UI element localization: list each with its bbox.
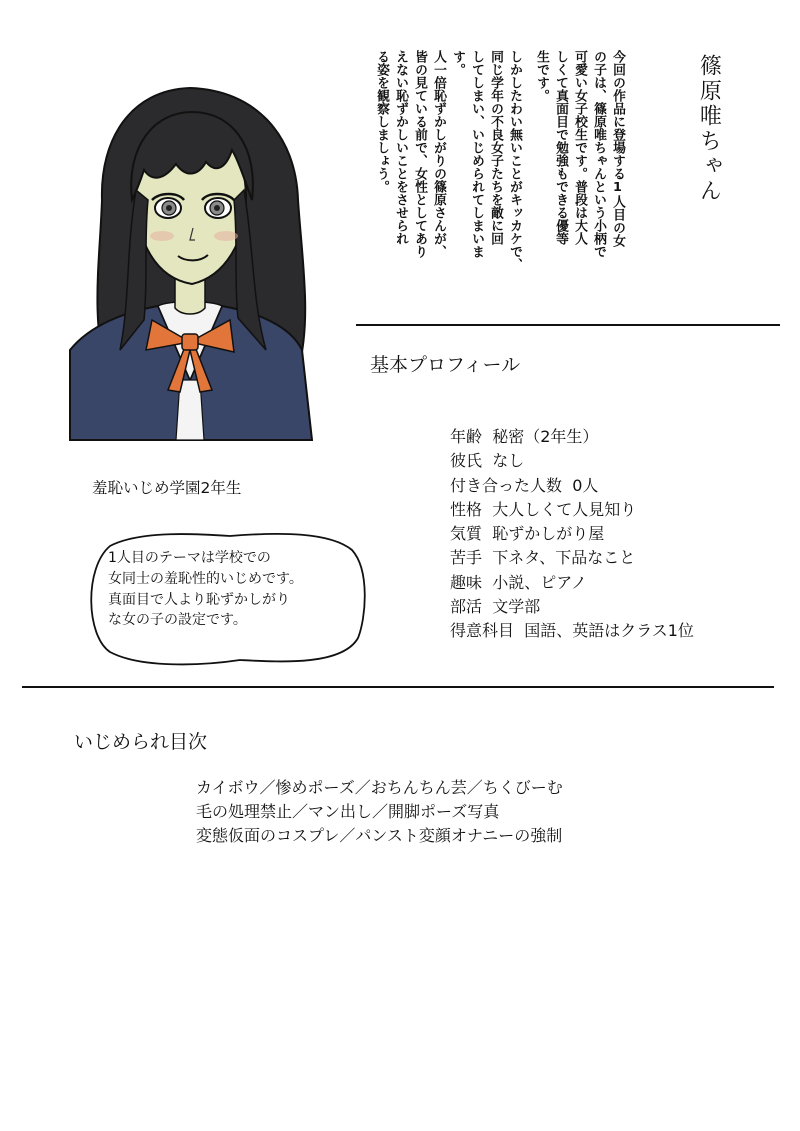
- profile-value: 下ネタ、下品なこと: [492, 548, 636, 568]
- profile-heading: 基本プロフィール: [370, 354, 521, 376]
- profile-label: 性格: [450, 499, 483, 519]
- profile-label: 趣味: [450, 572, 483, 592]
- profile-value: 国語、英語はクラス1位: [524, 621, 694, 641]
- profile-label: 彼氏: [450, 451, 483, 471]
- speech-line: な女の子の設定です。: [108, 612, 247, 629]
- profile-label: 部活: [450, 597, 483, 617]
- character-portrait: [40, 50, 340, 450]
- divider-middle: [22, 686, 774, 688]
- profile-label: 年齢: [450, 427, 483, 446]
- profile-list: [450, 425, 694, 644]
- divider-top: [356, 324, 780, 326]
- profile-row-age: [450, 425, 694, 449]
- character-name: 篠原唯ちゃん: [696, 54, 722, 204]
- speech-bubble-text: [108, 548, 303, 631]
- intro-paragraph-2: しかしたわい無いことがキッカケで、 同じ学年の不良女子たちを敵に回 してしまい、いじめられてしまいま す。 人一倍恥ずかしがりの篠原さんが、 皆の見ている前で、女性としてあり えない恥ずかしいことをさせられ る姿を観察しましょう。: [374, 50, 522, 271]
- profile-row-club: [450, 595, 694, 619]
- profile-label: 得意科目: [450, 621, 515, 641]
- profile-value: 文学部: [492, 597, 541, 617]
- profile-row-best-subject: [450, 619, 694, 643]
- speech-line: 1人目のテーマは学校での: [108, 550, 271, 566]
- intro-paragraph-1: 今回の作品に登場する1人目の女 の子は、篠原唯ちゃんという小柄で 可愛い女子校生です。普段は大人 しくて真面目で勉強もできる優等 生です。: [534, 50, 625, 258]
- profile-value: 大人しくて人見知り: [492, 499, 637, 519]
- profile-label: 気質: [450, 524, 483, 544]
- profile-row-dislikes: [450, 546, 694, 570]
- profile-value: 0人: [572, 475, 599, 495]
- toc-list: [196, 776, 563, 848]
- toc-line: 変態仮面のコスプレ／パンスト変顔オナニーの強制: [196, 826, 563, 845]
- profile-row-temperament: [450, 522, 694, 546]
- profile-label: 付き合った人数: [450, 475, 563, 495]
- speech-line: 女同士の羞恥性的いじめです。: [108, 570, 303, 587]
- profile-row-boyfriend: [450, 449, 694, 473]
- toc-line: 毛の処理禁止／マン出し／開脚ポーズ写真: [196, 802, 500, 821]
- speech-line: 真面目で人より恥ずかしがり: [108, 591, 290, 608]
- school-caption: 羞恥いじめ学園2年生: [92, 479, 242, 497]
- profile-row-hobbies: [450, 571, 694, 595]
- toc-heading: いじめられ目次: [74, 731, 208, 753]
- profile-value: なし: [492, 451, 525, 471]
- profile-value: 秘密（2年生）: [492, 427, 599, 446]
- profile-value: 恥ずかしがり屋: [492, 524, 605, 544]
- profile-value: 小説、ピアノ: [492, 572, 587, 592]
- profile-row-personality: [450, 498, 694, 522]
- profile-label: 苦手: [450, 548, 483, 568]
- profile-row-dated-count: [450, 474, 694, 498]
- toc-line: カイボウ／惨めポーズ／おちんちん芸／ちくびーむ: [196, 778, 563, 797]
